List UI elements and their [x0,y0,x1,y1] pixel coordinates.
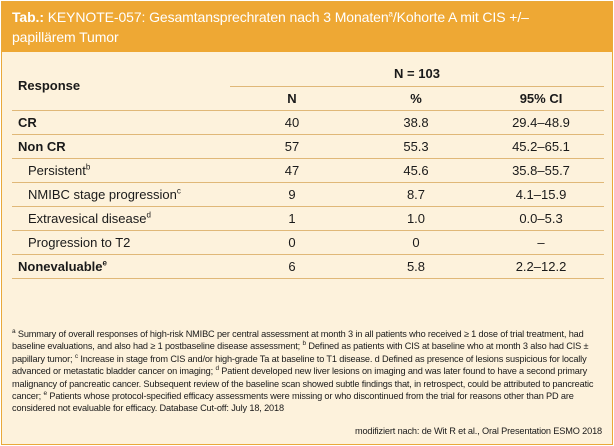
cell-ci: 2.2–12.2 [478,254,604,278]
footnotes: $^a$ Summary of overall responses of high-risk NMIBC per central assessment at month 3 in all patients who received ≥ 1 dose of trial treatment, had baseline evaluations, and also had ≥ 1 postbaseline disease assessment; $^b$ Defined as patients with CIS at baseline who at month 3 also had CIS ± papillary tumor; $^c$ Increase in stage from CIS and/or high-grade Ta at baseline to T1 disease. d Defined as presence of lesions suspicious for locally advanced or metastatic bladder cancer on imaging; $^d$ Patient developed new liver lesions on imaging and was later found to have a second primary malignancy of pancreatic cancer. Subsequent review of the baseline scan showed subtle findings that, in retrospect, could be attributed to pancreatic cancer; $^e$ Patients whose protocol-specified efficacy assessments were missing or who discontinued from the trial for reasons other than PD are considered not evaluable for efficacy. Database Cut-off: July 18, 2018 [12,327,594,414]
cell-pct: 45.6 [354,158,478,182]
row-label: Non CR [12,134,230,158]
table-row-t2 [12,230,604,254]
row-label: Extravesical disease$^d$ [12,206,230,230]
title-part1: KEYNOTE-057: Gesamtansprechraten nach 3 Monaten [43,9,389,25]
row-sup: e [102,258,107,268]
cell-pct: 0 [354,230,478,254]
header-row-1 [12,62,604,86]
cell-ci: 35.8–55.7 [478,158,604,182]
results-table [12,62,604,279]
row-sup: c [176,186,181,196]
row-label: Progression to T2 [12,230,230,254]
cell-pct: 38.8 [354,110,478,134]
cell-ci: 0.0–5.3 [478,206,604,230]
response-header: Response [12,62,230,110]
cell-n: 6 [230,254,354,278]
row-label: NMIBC stage progression$^c$ [12,182,230,206]
table-panel [1,1,613,445]
cell-n: 0 [230,230,354,254]
cell-n: 40 [230,110,354,134]
cell-n: 57 [230,134,354,158]
title-lead: Tab.: [12,9,44,25]
cell-n: 9 [230,182,354,206]
cell-pct: 8.7 [354,182,478,206]
table-row-non-cr [12,134,604,158]
table-row-persistent [12,158,604,182]
table-row-cr [12,110,604,134]
cell-ci: 29.4–48.9 [478,110,604,134]
title-line-1 [12,7,602,27]
cell-n: 1 [230,206,354,230]
cell-ci: – [478,230,604,254]
table-header [2,2,612,52]
col-pct-header: % [354,86,478,110]
title-part2: /Kohorte A mit CIS +/– [392,9,529,25]
table-row-extravesical [12,206,604,230]
col-n-header: N [230,86,354,110]
n-total-header: N = 103 [230,62,604,86]
row-label: Persistent$^b$ [12,158,230,182]
title-sup: a [388,9,393,19]
cell-n: 47 [230,158,354,182]
cell-ci: 4.1–15.9 [478,182,604,206]
table-row-nmibc [12,182,604,206]
title-line-2: papillärem Tumor [12,29,119,45]
row-sup: b [85,162,91,172]
cell-ci: 45.2–65.1 [478,134,604,158]
source-citation: modifiziert nach: de Wit R et al., Oral Presentation ESMO 2018 [354,426,602,436]
cell-pct: 55.3 [354,134,478,158]
row-label: CR [12,110,230,134]
col-ci-header: 95% CI [478,86,604,110]
results-table-wrap [12,62,604,279]
cell-pct: 5.8 [354,254,478,278]
row-sup: d [146,210,151,220]
cell-pct: 1.0 [354,206,478,230]
row-label: Nonevaluable$^e$ [12,254,230,278]
table-row-nonevaluable [12,254,604,278]
